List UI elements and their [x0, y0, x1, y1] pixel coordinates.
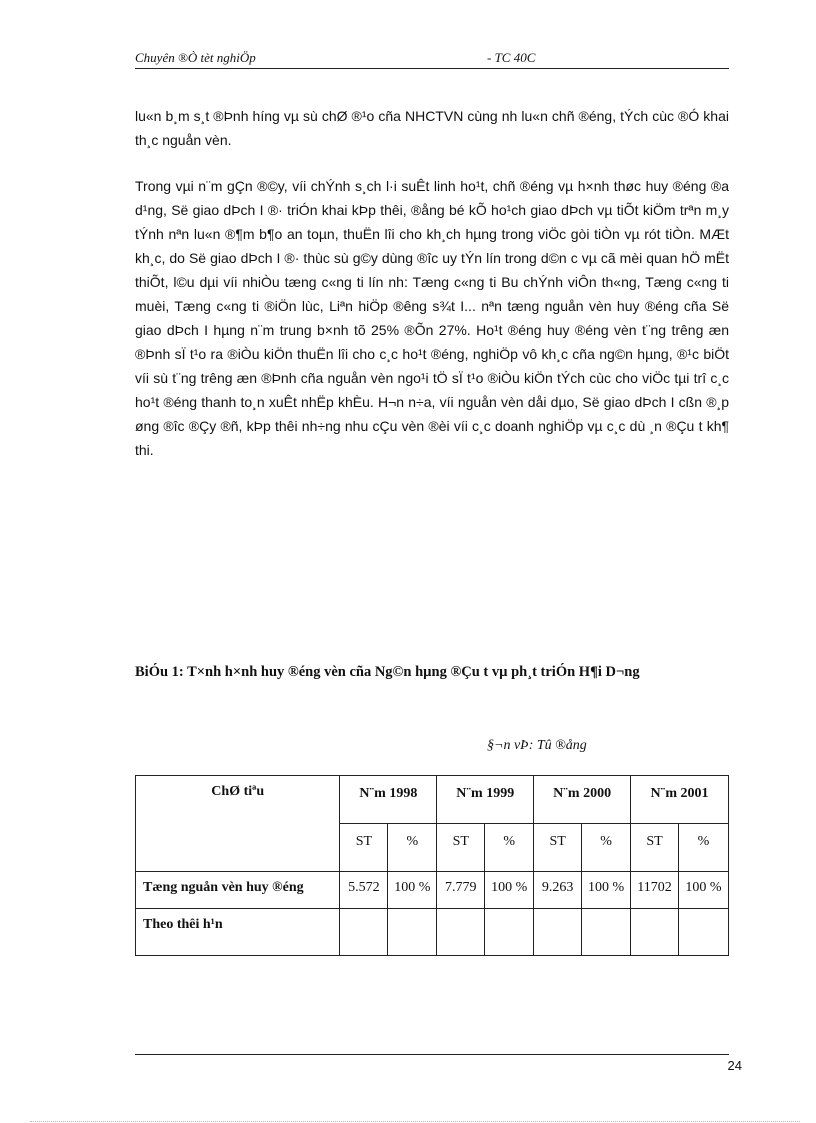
header-year-2000: N¨m 2000 [534, 776, 631, 824]
unit-label: §¬n vÞ: Tû ®ång [487, 738, 587, 753]
page-edge-divider [30, 1121, 800, 1122]
funding-table [135, 775, 729, 956]
cell-value [534, 909, 582, 956]
table-row [136, 909, 729, 956]
row-label: Theo thêi h¹n [136, 909, 340, 956]
header-document-title: Chuyên ®Ò tèt nghiÖp [135, 50, 256, 65]
table-row [136, 872, 729, 909]
table-header-row [136, 776, 729, 824]
cell-value: 9.263 [534, 872, 582, 909]
footer-divider [135, 1054, 729, 1055]
cell-value [340, 909, 388, 956]
header-year-1999: N¨m 1999 [437, 776, 534, 824]
cell-value [485, 909, 534, 956]
body-text [135, 104, 729, 462]
subheader-st: ST [631, 824, 679, 872]
cell-value [679, 909, 729, 956]
cell-value [582, 909, 631, 956]
subheader-pct: % [388, 824, 437, 872]
subheader-st: ST [534, 824, 582, 872]
header-year-2001: N¨m 2001 [631, 776, 729, 824]
paragraph-1: lu«n b¸m s¸t ®Þnh híng vµ sù chØ ®¹o cña NHCTVN cùng nh lu«n chñ ®éng, tÝch cùc ®Ó khai th¸c nguån vèn. [135, 108, 729, 148]
subheader-pct: % [582, 824, 631, 872]
header-year-1998: N¨m 1998 [340, 776, 437, 824]
subheader-pct: % [679, 824, 729, 872]
subheader-pct: % [485, 824, 534, 872]
cell-value [437, 909, 485, 956]
cell-value: 11702 [631, 872, 679, 909]
cell-value: 100 % [485, 872, 534, 909]
cell-value: 100 % [388, 872, 437, 909]
cell-value: 100 % [582, 872, 631, 909]
paragraph-2: Trong vµi n¨m gÇn ®©y, víi chÝnh s¸ch l·i suÊt linh ho¹t, chñ ®éng vµ h×nh thøc huy ®éng ®a d¹ng, Së giao dÞch I ®· triÓn khai kÞp thêi, ®ång bé kÕ ho¹ch giao dÞch vµ tiÕt kiÖm trªn m¸y tÝnh nªn lu«n ®¶m b¶o an toµn, thuËn lîi cho kh¸ch hµng trong viÖc gòi tiÒn vµ rót tiÒn. MÆt kh¸c, do Së giao dÞch I ®· thùc sù g©y dùng ®îc uy tÝn lín trong d©n c vµ cã mèi quan hÖ mËt thiÕt, l©u dµi víi nhiÒu tæng c«ng ti lín nh: Tæng c«ng ti Bu chÝnh viÔn th«ng, Tæng c«ng ti muèi, Tæng c«ng ti ®iÖn lùc, Liªn hiÖp ®êng s¾t I... nªn tæng nguån vèn huy ®éng cña Së giao dÞch I hµng n¨m trung b×nh tõ 25% ®Õn 27%. Ho¹t ®éng huy ®éng vèn t¨ng trêng æn ®Þnh sÏ t¹o ra ®iÒu kiÖn thuËn lîi cho c¸c ho¹t ®éng, nghiÖp vô kh¸c cña ng©n hµng, ®¹c biÖt víi sù t¨ng trêng æn ®Þnh cña nguån vèn ngo¹i tÖ sÏ t¹o ®iÒu kiÖn tÝch cùc cho viÖc tµi trî c¸c ho¹t ®éng thanh to¸n xuÊt nhËp khÈu. H¬n n÷a, víi nguån vèn dåi dµo, Së giao dÞch I cßn ®¸p øng ®îc ®Çy ®ñ, kÞp thêi nh÷ng nhu cÇu vèn ®èi víi c¸c doanh nghiÖp vµ c¸c dù ¸n ®Çu t kh¶ thi. [135, 178, 729, 458]
cell-value: 5.572 [340, 872, 388, 909]
header-indicator: ChØ tiªu [136, 776, 340, 872]
page-number: 24 [727, 1058, 742, 1073]
cell-value [388, 909, 437, 956]
subheader-st: ST [340, 824, 388, 872]
subheader-st: ST [437, 824, 485, 872]
cell-value: 7.779 [437, 872, 485, 909]
table-title: BiÓu 1: T×nh h×nh huy ®éng vèn cña Ng©n hµng ®Çu t vµ ph¸t triÓn H¶i D¬ng [135, 664, 640, 680]
cell-value [631, 909, 679, 956]
page-header [135, 50, 729, 69]
header-class-code: - TC 40C [487, 50, 536, 65]
row-label: Tæng nguån vèn huy ®éng [136, 872, 340, 909]
cell-value: 100 % [679, 872, 729, 909]
